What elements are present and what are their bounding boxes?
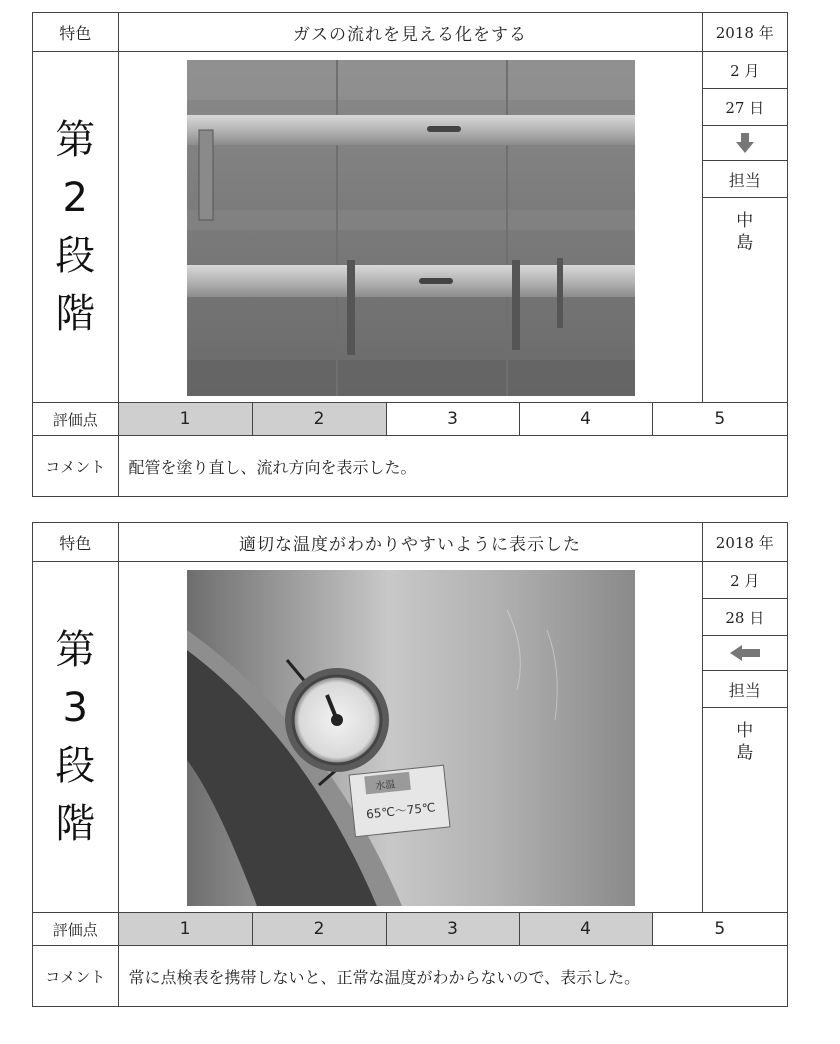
stage-char: 第 <box>55 117 96 163</box>
stage-label <box>33 52 118 403</box>
thermometer-tag-title: 水温 <box>374 779 396 793</box>
stage-char: 第 <box>55 627 96 673</box>
comment-label: コメント <box>33 946 118 1007</box>
person-name <box>703 198 788 402</box>
comment-text: 配管を塗り直し、流れ方向を表示した。 <box>118 436 787 497</box>
score-cell-2: 2 <box>252 403 386 436</box>
score-label: 評価点 <box>33 913 118 946</box>
stage-char: 段 <box>55 743 96 789</box>
stage-char: 階 <box>55 801 96 847</box>
score-cell-3: 3 <box>386 913 519 946</box>
person-char: 島 <box>736 743 754 763</box>
person-char: 中 <box>736 211 754 231</box>
score-cell-4: 4 <box>519 403 652 436</box>
score-cell-5: 5 <box>652 913 787 946</box>
card-title: 適切な温度がわかりやすいように表示した <box>118 523 702 562</box>
score-label: 評価点 <box>33 403 118 436</box>
pipes-photo <box>187 60 635 396</box>
score-cell-2: 2 <box>252 913 386 946</box>
tantou-label: 担当 <box>703 671 788 708</box>
card-table <box>33 523 787 1006</box>
score-cell-3: 3 <box>386 403 519 436</box>
score-cell-1: 1 <box>118 403 252 436</box>
stage-number: 2 <box>62 175 88 221</box>
kaizen-card-stage-3 <box>32 522 788 1007</box>
photo-cell <box>118 562 702 913</box>
feature-label: 特色 <box>33 523 118 562</box>
stage-char: 階 <box>55 291 96 337</box>
day-label: 27 日 <box>703 89 788 126</box>
day-label: 28 日 <box>703 599 788 636</box>
year-label: 2018 年 <box>702 13 787 52</box>
year-label: 2018 年 <box>702 523 787 562</box>
person-name <box>703 708 788 912</box>
side-panel <box>702 52 787 403</box>
month-label: 2 月 <box>703 52 788 89</box>
person-char: 島 <box>736 233 754 253</box>
arrow-down-icon <box>703 126 788 161</box>
card-title: ガスの流れを見える化をする <box>118 13 702 52</box>
comment-label: コメント <box>33 436 118 497</box>
card-table <box>33 13 787 496</box>
stage-number: 3 <box>62 685 88 731</box>
stage-label <box>33 562 118 913</box>
arrow-left-icon <box>703 636 788 671</box>
comment-text: 常に点検表を携帯しないと、正常な温度がわからないので、表示した。 <box>118 946 787 1007</box>
thermometer-tag-range: 65℃〜75℃ <box>364 800 436 822</box>
month-label: 2 月 <box>703 562 788 599</box>
person-char: 中 <box>736 721 754 741</box>
tantou-label: 担当 <box>703 161 788 198</box>
feature-label: 特色 <box>33 13 118 52</box>
photo-cell <box>118 52 702 403</box>
score-cell-5: 5 <box>652 403 787 436</box>
thermometer-photo <box>187 570 635 906</box>
score-cell-1: 1 <box>118 913 252 946</box>
side-panel <box>702 562 787 913</box>
kaizen-card-stage-2 <box>32 12 788 497</box>
score-cell-4: 4 <box>519 913 652 946</box>
stage-char: 段 <box>55 233 96 279</box>
